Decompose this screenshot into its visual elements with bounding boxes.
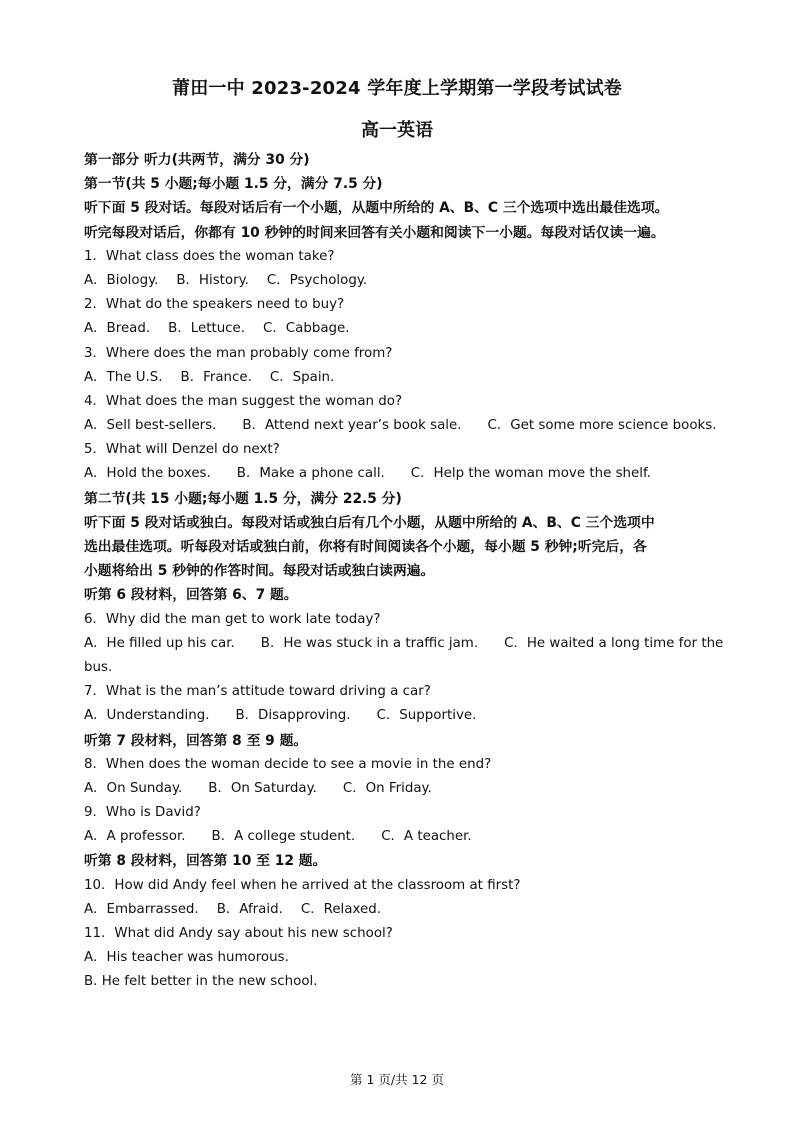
option-a: A．Understanding.	[84, 708, 210, 724]
option-a: A．He filled up his car.	[84, 635, 235, 651]
material-heading: 听第 8 段材料，回答第 10 至 12 题。	[84, 853, 327, 870]
option-b: B．France.	[180, 369, 252, 385]
option-b: B．Disapproving.	[235, 708, 351, 724]
option-c: C．He waited a long time for the	[504, 635, 724, 651]
question-stem: 1．What class does the woman take?	[84, 248, 335, 264]
question-stem: 7．What is the man’s attitude toward driving a car?	[84, 684, 431, 700]
exam-subject: 高一英语	[361, 120, 433, 141]
question-stem: 4．What does the man suggest the woman do?	[84, 393, 403, 409]
question-stem: 11．What did Andy say about his new school?	[84, 926, 393, 941]
question-stem: 5．What will Denzel do next?	[84, 442, 280, 458]
option-c: C．Help the woman move the shelf.	[410, 466, 651, 482]
option-a: A．The U.S.	[84, 369, 163, 385]
option-b: B．He was stuck in a traffic jam.	[260, 635, 479, 651]
section1-instruction: 听下面 5 段对话。每段对话后有一个小题，从题中所给的 A、B、C 三个选项中选出最佳选项。	[84, 200, 669, 217]
option-b: B．Lettuce.	[168, 321, 246, 337]
option-c: C．On Friday.	[342, 780, 432, 796]
option-c: C．Cabbage.	[263, 321, 350, 337]
options-row	[84, 825, 724, 849]
exam-title: 莆田一中 2023-2024 学年度上学期第一学段考试试卷	[172, 78, 622, 99]
option-c: C．A teacher.	[381, 829, 472, 845]
exam-content	[84, 148, 724, 995]
option-a: A．Sell best-sellers.	[84, 418, 217, 434]
options-row	[84, 317, 724, 341]
option-c: C．Get some more science books.	[487, 418, 717, 434]
question-stem: 8．When does the woman decide to see a movie in the end?	[84, 756, 492, 772]
options-row	[84, 366, 724, 390]
option-b: B．Attend next year’s book sale.	[242, 418, 462, 434]
option-a: A．On Sunday.	[84, 780, 183, 796]
section1-heading: 第一节(共 5 小题;每小题 1.5 分，满分 7.5 分)	[84, 176, 383, 193]
section2-instruction: 听下面 5 段对话或独白。每段对话或独白后有几个小题，从题中所给的 A、B、C 三个选项中	[84, 514, 655, 531]
options-row	[84, 269, 724, 293]
question-stem: 3．Where does the man probably come from?	[84, 345, 393, 361]
section2-instruction: 小题将给出 5 秒钟的作答时间。每段对话或独白读两遍。	[84, 563, 435, 580]
question-stem: 2．What do the speakers need to buy?	[84, 297, 345, 313]
options-row	[84, 777, 724, 801]
part1-heading: 第一部分 听力(共两节，满分 30 分)	[84, 152, 310, 168]
section2-instruction: 选出最佳选项。听每段对话或独白前，你将有时间阅读各个小题，每小题 5 秒钟;听完后，各	[84, 539, 647, 555]
option-a: A．Bread.	[84, 321, 151, 337]
question-stem: 10．How did Andy feel when he arrived at the classroom at first?	[84, 877, 521, 893]
question-stem: 9．Who is David?	[84, 805, 201, 821]
options-row	[84, 632, 724, 656]
option-b: B．Afraid.	[216, 901, 283, 917]
section1-instruction: 听完每段对话后，你都有 10 秒钟的时间来回答有关小题和阅读下一小题。每段对话仅读一遍。	[84, 224, 665, 241]
material-heading: 听第 7 段材料，回答第 8 至 9 题。	[84, 732, 308, 749]
options-row	[84, 414, 724, 438]
options-row	[84, 462, 724, 486]
option-c-continuation: bus.	[84, 659, 113, 675]
option-a: A．Embarrassed.	[84, 901, 199, 917]
page-number: 第 1 页/共 12 页	[350, 1072, 444, 1087]
option-c: C．Supportive.	[376, 708, 477, 724]
material-heading: 听第 6 段材料，回答第 6、7 题。	[84, 587, 298, 604]
option-b: B．History.	[176, 272, 249, 288]
option-c: C．Psychology.	[266, 272, 368, 288]
option-c: C．Spain.	[269, 369, 335, 385]
option-b: B．A college student.	[211, 829, 356, 845]
option-b: B．Make a phone call.	[236, 466, 385, 482]
option-c: C．Relaxed.	[300, 901, 381, 917]
question-stem: 6．Why did the man get to work late today?	[84, 611, 381, 627]
option-b: B. He felt better in the new school.	[84, 974, 318, 990]
option-a: A．Biology.	[84, 272, 159, 288]
options-row	[84, 898, 724, 922]
options-row	[84, 704, 724, 728]
option-a: A．His teacher was humorous.	[84, 950, 289, 966]
option-a: A．Hold the boxes.	[84, 466, 211, 482]
option-a: A．A professor.	[84, 829, 186, 845]
section2-heading: 第二节(共 15 小题;每小题 1.5 分，满分 22.5 分)	[84, 490, 402, 507]
option-b: B．On Saturday.	[208, 780, 317, 796]
